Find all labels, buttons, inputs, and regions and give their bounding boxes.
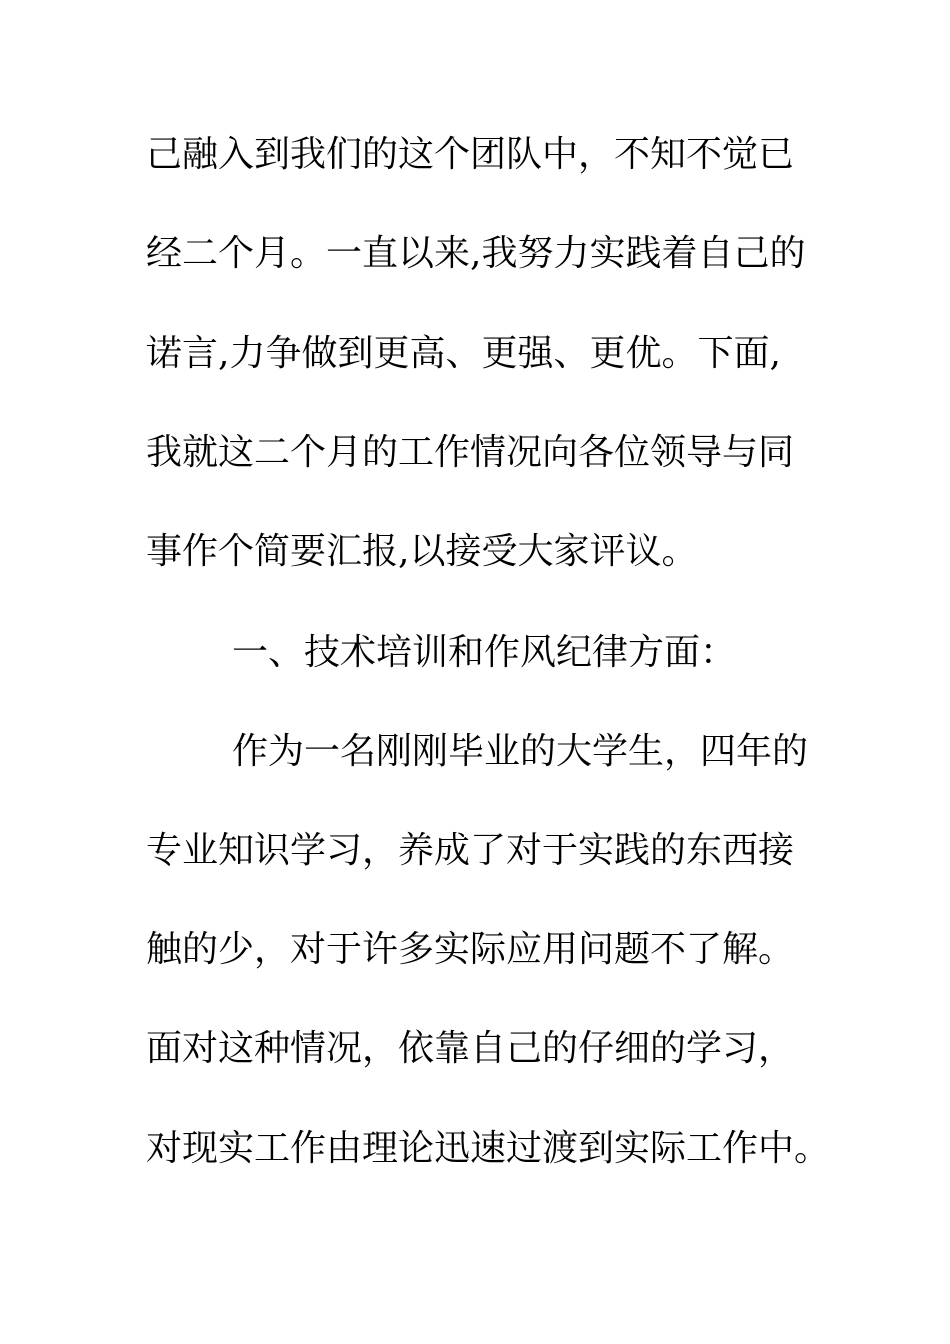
text-line: 专业知识学习，养成了对于实践的东西接 [146,830,795,871]
text-line: 我就这二个月的工作情况向各位领导与同 [146,432,795,473]
text-line: 触的少，对于许多实际应用问题不了解。 [146,929,795,970]
text-line: 诺言,力争做到更高、更强、更优。下面, [146,333,781,374]
text-line: 己融入到我们的这个团队中，不知不觉已 [146,134,795,175]
text-line: 事作个简要汇报,以接受大家评议。 [146,531,698,572]
text-line: 面对这种情况，依靠自己的仔细的学习， [146,1028,795,1069]
text-line: 对现实工作由理论迅速过渡到实际工作中。 [146,1128,831,1169]
paragraph-first-line: 作为一名刚刚毕业的大学生，四年的 [232,731,809,772]
text-line: 经二个月。一直以来,我努力实践着自己的 [146,233,806,274]
section-heading: 一、技术培训和作风纪律方面： [232,632,737,673]
